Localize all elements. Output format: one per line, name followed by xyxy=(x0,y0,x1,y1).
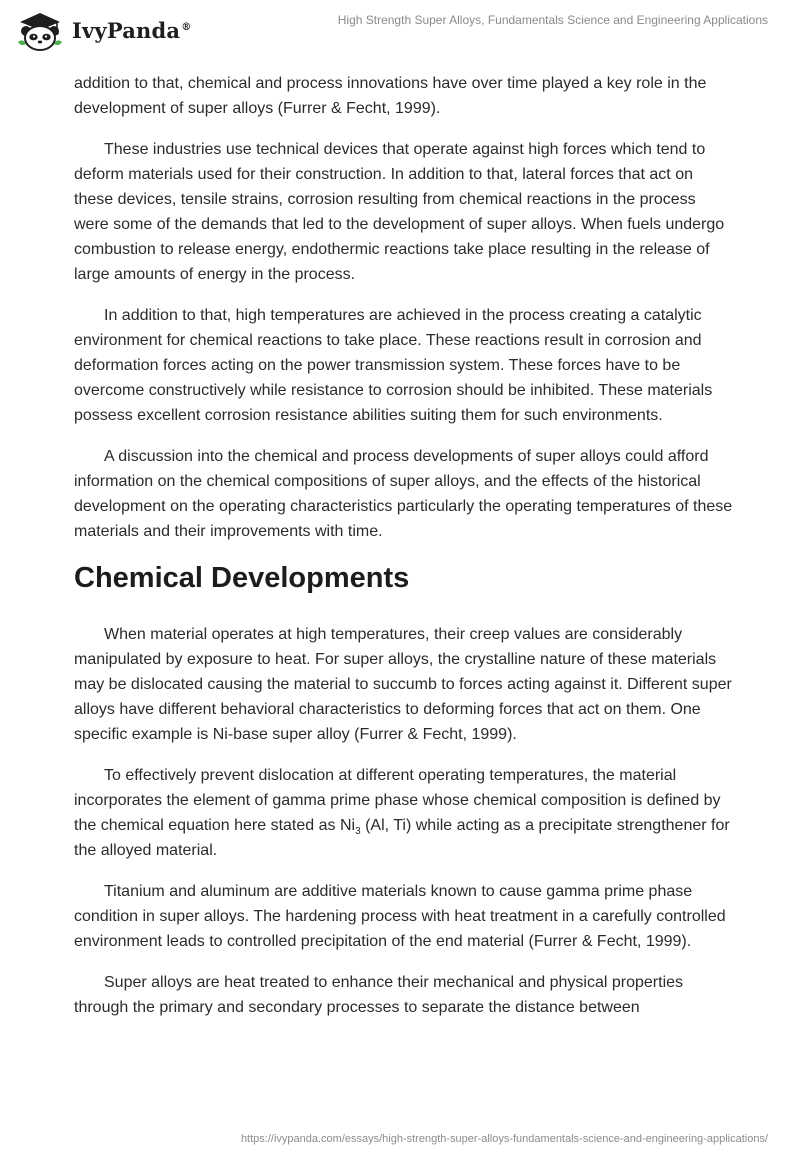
paragraph-5: When material operates at high temperatures, their creep values are considerably manipulated by exposure to heat. For super alloys, the crystalline nature of these materials may be dislocated causing the material to succumb to forces acting against it. Different super alloys have different behavioral characteristics to deforming forces that act on them. One specific example is Ni-base super alloy (Furrer & Fecht, 1999). xyxy=(74,626,732,743)
paragraph-1: addition to that, chemical and process innovations have over time played a key role in the development of super alloys (Furrer & Fecht, 1999). xyxy=(74,75,707,117)
document-title: High Strength Super Alloys, Fundamentals Science and Engineering Applications xyxy=(337,13,768,27)
paragraph-6-start: To effectively prevent dislocation at different operating temperatures, the material incorporates the element of gamma prime phase whose chemical composition is defined by the chemical equation here stated as Ni xyxy=(74,767,721,834)
paragraph-8: Super alloys are heat treated to enhance their mechanical and physical properties through the primary and secondary processes to separate the distance between xyxy=(74,974,684,1016)
brand-text: IvyPanda xyxy=(72,17,181,43)
brand-name xyxy=(72,18,191,43)
paragraph-6 xyxy=(74,763,734,863)
panda-graduation-cap-icon xyxy=(14,8,66,52)
subscript-3: 3 xyxy=(355,826,361,838)
section-heading: Chemical Developments xyxy=(74,562,410,594)
paragraph-4: A discussion into the chemical and process developments of super alloys could afford information on the chemical compositions of super alloys, and the effects of the historical development on the operating characteristics particularly the operating temperatures of these materials and their improvements with time. xyxy=(74,448,733,540)
paragraph-7: Titanium and aluminum are additive materials known to cause gamma prime phase condition in super alloys. The hardening process with heat treatment in a carefully controlled environment leads to controlled precipitation of the end material (Furrer & Fecht, 1999). xyxy=(74,883,726,950)
registered-mark: ® xyxy=(181,21,192,33)
ivypanda-logo[interactable] xyxy=(14,8,191,52)
paragraph-3: In addition to that, high temperatures are achieved in the process creating a catalytic environment for chemical reactions to take place. These reactions result in corrosion and deformation forces acting on the power transmission system. These forces have to be overcome constructively while resistance to corrosion should be inhibited. These materials possess excellent corrosion resistance abilities suiting them for such environments. xyxy=(74,307,713,424)
footer-url[interactable]: https://ivypanda.com/essays/high-strength-super-alloys-fundamentals-science-and-engineering-applications/ xyxy=(240,1133,768,1145)
page-header xyxy=(0,0,800,60)
paragraph-6-end: (Al, Ti) while acting as a precipitate strengthener for the alloyed material. xyxy=(74,817,730,859)
paragraph-2: These industries use technical devices that operate against high forces which tend to deform materials used for their construction. In addition to that, lateral forces that act on these devices, tensile strains, corrosion resulting from chemical reactions in the process were some of the demands that led to the development of super alloys. When fuels undergo combustion to release energy, endothermic reactions take place resulting in the release of large amounts of energy in the process. xyxy=(74,141,725,283)
essay-body xyxy=(74,71,734,1036)
